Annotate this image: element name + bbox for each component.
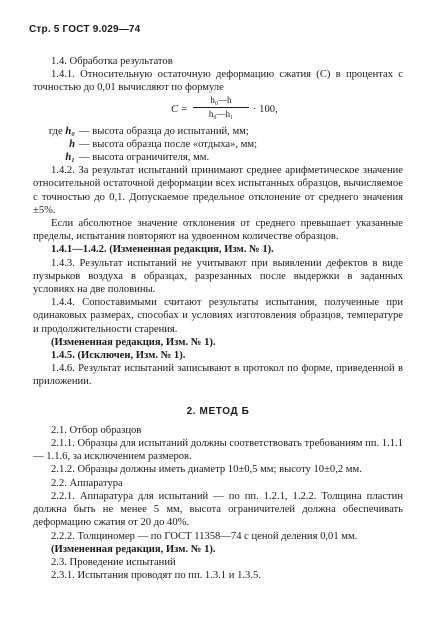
- definition-text: — высота образца после «отдыха», мм;: [79, 138, 258, 150]
- paragraph-1-4-1: 1.4.1. Относительную остаточную деформацию сжатия (C) в процентах с точностью до 0,01 вычисляют по формуле: [33, 69, 403, 94]
- revision-note: (Измененная редакция, Изм. № 1).: [51, 543, 216, 555]
- definition-text: — высота ограничителя, мм.: [79, 152, 210, 164]
- definition-row: [33, 125, 403, 138]
- paragraph-1-4-2-cont: Если абсолютное значение отклонения от среднего превышает указанные пределы, испытания повторяют на удвоенном количестве образцов.: [33, 218, 403, 243]
- definition-row: [33, 151, 403, 164]
- definition-symbol: h₀: [65, 125, 75, 137]
- paragraph-1-4-4: 1.4.4. Сопоставимыми считают результаты испытания, полученные при одинаковых размерах, способах и условиях изготовления образцов, температуре и продолжительности старения.: [33, 297, 403, 335]
- definition-row: [33, 138, 403, 151]
- formula: [33, 95, 403, 125]
- formula-denominator: h₀—h₁: [208, 108, 234, 119]
- paragraph-1-4-5: 1.4.5. (Исключен, Изм. № 1).: [51, 350, 186, 362]
- paragraph-1-4-6: 1.4.6. Результат испытаний записывают в протокол по форме, приведенной в приложении.: [33, 363, 403, 388]
- paragraph-2-1-1: 2.1.1. Образцы для испытаний должны соответствовать требованиям пп. 1.1.1 — 1.1.6, за исключением размеров.: [33, 438, 403, 463]
- paragraph-1-4-2: 1.4.2. За результат испытаний принимают среднее арифметическое значение относительной остаточной деформации всех испытанных образцов, вычисляемое с точностью до 0,1. Допускаемое предельное отклонение от среднего значения ±5%.: [33, 165, 403, 216]
- revision-note: 1.4.1—1.4.2. (Измененная редакция, Изм. № 1).: [51, 244, 274, 256]
- paragraph-2-1-2: 2.1.2. Образцы должны иметь диаметр 10±0,5 мм; высоту 10±0,2 мм.: [51, 464, 362, 476]
- definition-symbol: h: [69, 138, 75, 150]
- page-header: Стр. 5 ГОСТ 9.029—74: [29, 24, 141, 35]
- formula-rhs: · 100,: [253, 103, 278, 115]
- definition-text: — высота образца до испытаний, мм;: [79, 125, 249, 137]
- definition-symbol: h₁: [65, 152, 75, 164]
- definition-term: [33, 151, 79, 164]
- formula-fraction: [193, 95, 249, 120]
- definition-prefix: где: [48, 125, 63, 137]
- variable-definitions: [33, 125, 403, 165]
- revision-note: (Измененная редакция, Изм. № 1).: [51, 336, 216, 348]
- paragraph-2-2-1: 2.2.1. Аппаратура для испытаний — по пп. 1.2.1, 1.2.2. Толщина пластин должна быть не менее 5 мм, высота ограничителей должна обеспечивать деформацию сжатия от 20 до 40%.: [33, 490, 403, 529]
- paragraph-1-4-3: 1.4.3. Результат испытаний не учитывают при выявлении дефектов в виде пузырьков воздуха в образцах, разрезанных после выдержки в заданных условиях на две половины.: [33, 257, 403, 296]
- formula-lhs: C =: [171, 103, 188, 115]
- paragraph-2-1: 2.1. Отбор образцов: [51, 424, 142, 436]
- main-column: [33, 55, 403, 582]
- definition-term: [33, 125, 79, 138]
- paragraph-2-2-2: 2.2.2. Толщиномер — по ГОСТ 11358—74 с ценой деления 0,01 мм.: [51, 530, 358, 542]
- paragraph-2-2: 2.2. Аппаратура: [51, 477, 123, 489]
- paragraph-2-3-1: 2.3.1. Испытания проводят по пп. 1.3.1 и 1.3.5.: [51, 570, 261, 582]
- definition-term: [33, 138, 79, 151]
- paragraph-2-3: 2.3. Проведение испытаний: [51, 556, 176, 568]
- formula-numerator: h₀—h: [193, 95, 249, 108]
- section-title-1-4: 1.4. Обработка результатов: [51, 56, 173, 67]
- section-heading-method-b: 2. МЕТОД Б: [186, 405, 250, 417]
